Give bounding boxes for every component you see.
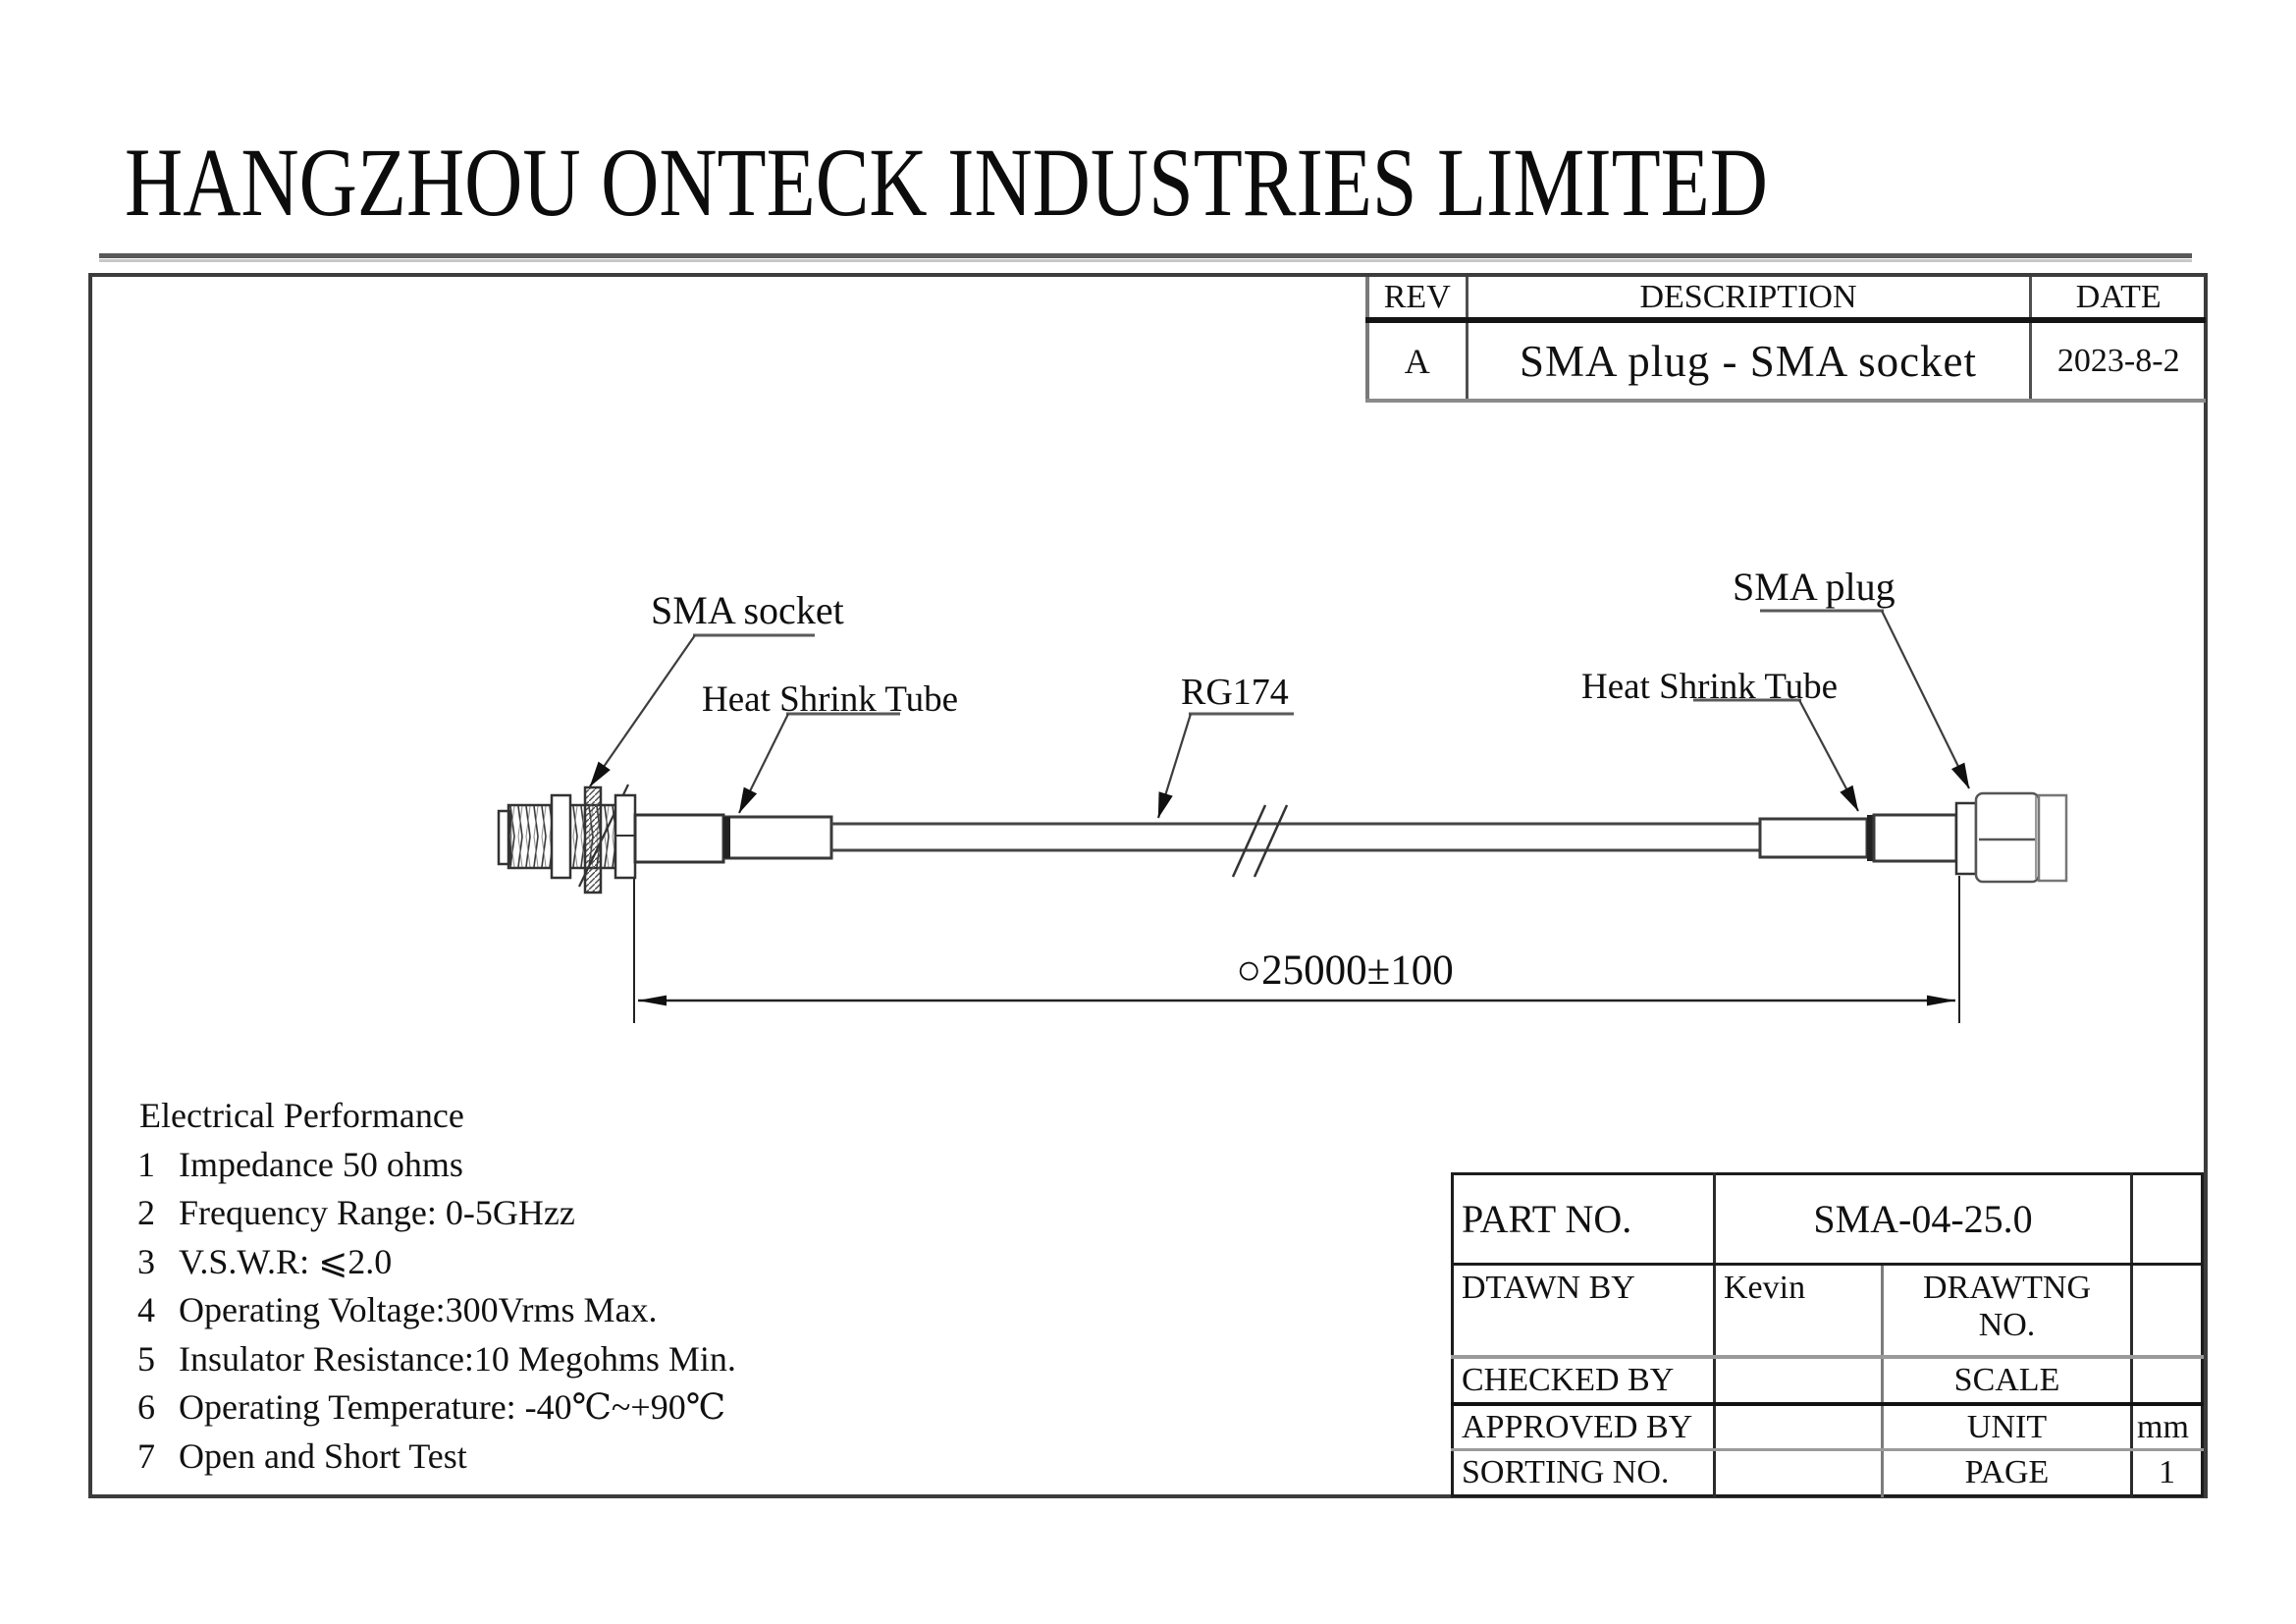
description-column-header: DESCRIPTION [1467,277,2030,320]
sma-plug-connector [1956,793,2066,882]
label-rg174: RG174 [1181,672,1289,713]
item-text: Frequency Range: 0-5GHzz [179,1193,575,1232]
item-text: Operating Temperature: -40℃~+90℃ [179,1387,725,1427]
electrical-performance-title: Electrical Performance [139,1096,464,1135]
date-column-header: DATE [2030,277,2206,320]
checked-by-row [1453,1357,2203,1404]
unit-value: mm [2132,1404,2203,1450]
unit-label: UNIT [1883,1404,2132,1450]
checked-by-label: CHECKED BY [1453,1357,1715,1404]
performance-item [137,1141,736,1190]
item-number: 3 [137,1241,155,1281]
drawn-by-row [1453,1265,2203,1358]
item-text: Operating Voltage:300Vrms Max. [179,1290,658,1329]
heat-shrink-right [1760,815,1956,861]
part-no-value: SMA-04-25.0 [1715,1174,2132,1265]
date-value: 2023-8-2 [2030,320,2206,401]
scale-value [2132,1357,2203,1404]
drawn-by-label: DTAWN BY [1453,1265,1715,1358]
item-number: 2 [137,1193,155,1232]
coax-cable [831,824,1760,850]
item-text: Insulator Resistance:10 Megohms Min. [179,1338,736,1379]
cable-break-symbol [1233,805,1287,877]
item-text: Impedance 50 ohms [179,1144,463,1184]
performance-item [137,1335,736,1384]
label-sma-plug: SMA plug [1733,565,1896,609]
rev-value: A [1404,341,1430,381]
rev-column-header: REV [1367,277,1467,320]
approved-by-row [1453,1404,2203,1450]
scale-label: SCALE [1883,1357,2132,1404]
item-number: 6 [137,1387,155,1427]
performance-item [137,1433,736,1482]
label-heat-shrink-tube-right: Heat Shrink Tube [1581,667,1839,707]
page-value: 1 [2132,1450,2203,1496]
electrical-performance-section [137,1092,736,1481]
performance-item [137,1383,736,1433]
label-sma-socket: SMA socket [651,588,844,632]
item-number: 4 [137,1290,155,1329]
page-label: PAGE [1883,1450,2132,1496]
drawn-by-value: Kevin [1715,1265,1883,1358]
lock-washer [585,787,601,893]
drawing-no-value [2132,1265,2203,1358]
item-number: 7 [137,1435,155,1476]
item-number: 1 [137,1144,155,1184]
part-no-label: PART NO. [1453,1174,1715,1265]
part-no-extra-cell [2132,1174,2203,1265]
approved-by-label: APPROVED BY [1453,1404,1715,1450]
performance-item [137,1286,736,1335]
sorting-no-label: SORTING NO. [1462,1454,1670,1490]
part-no-row [1453,1174,2203,1265]
heat-shrink-left [723,817,831,858]
description-value: SMA plug - SMA socket [1467,320,2030,401]
performance-item [137,1238,736,1287]
dimension-text: ○25000±100 [1236,947,1454,994]
title-block [1451,1172,2204,1497]
performance-item [137,1189,736,1238]
sma-socket-connector [499,785,723,893]
approved-by-value [1715,1404,1883,1450]
page-title: HANGZHOU ONTECK INDUSTRIES LIMITED [125,128,1769,237]
sorting-no-row [1453,1450,2203,1496]
drawing-no-label: DRAWTNG NO. [1883,1265,2132,1358]
item-number: 5 [137,1338,155,1379]
sorting-no-value [1715,1450,1883,1496]
item-text: V.S.W.R: ⩽2.0 [179,1241,393,1281]
checked-by-value [1715,1357,1883,1404]
label-heat-shrink-tube-left: Heat Shrink Tube [702,679,959,720]
item-text: Open and Short Test [179,1435,467,1476]
